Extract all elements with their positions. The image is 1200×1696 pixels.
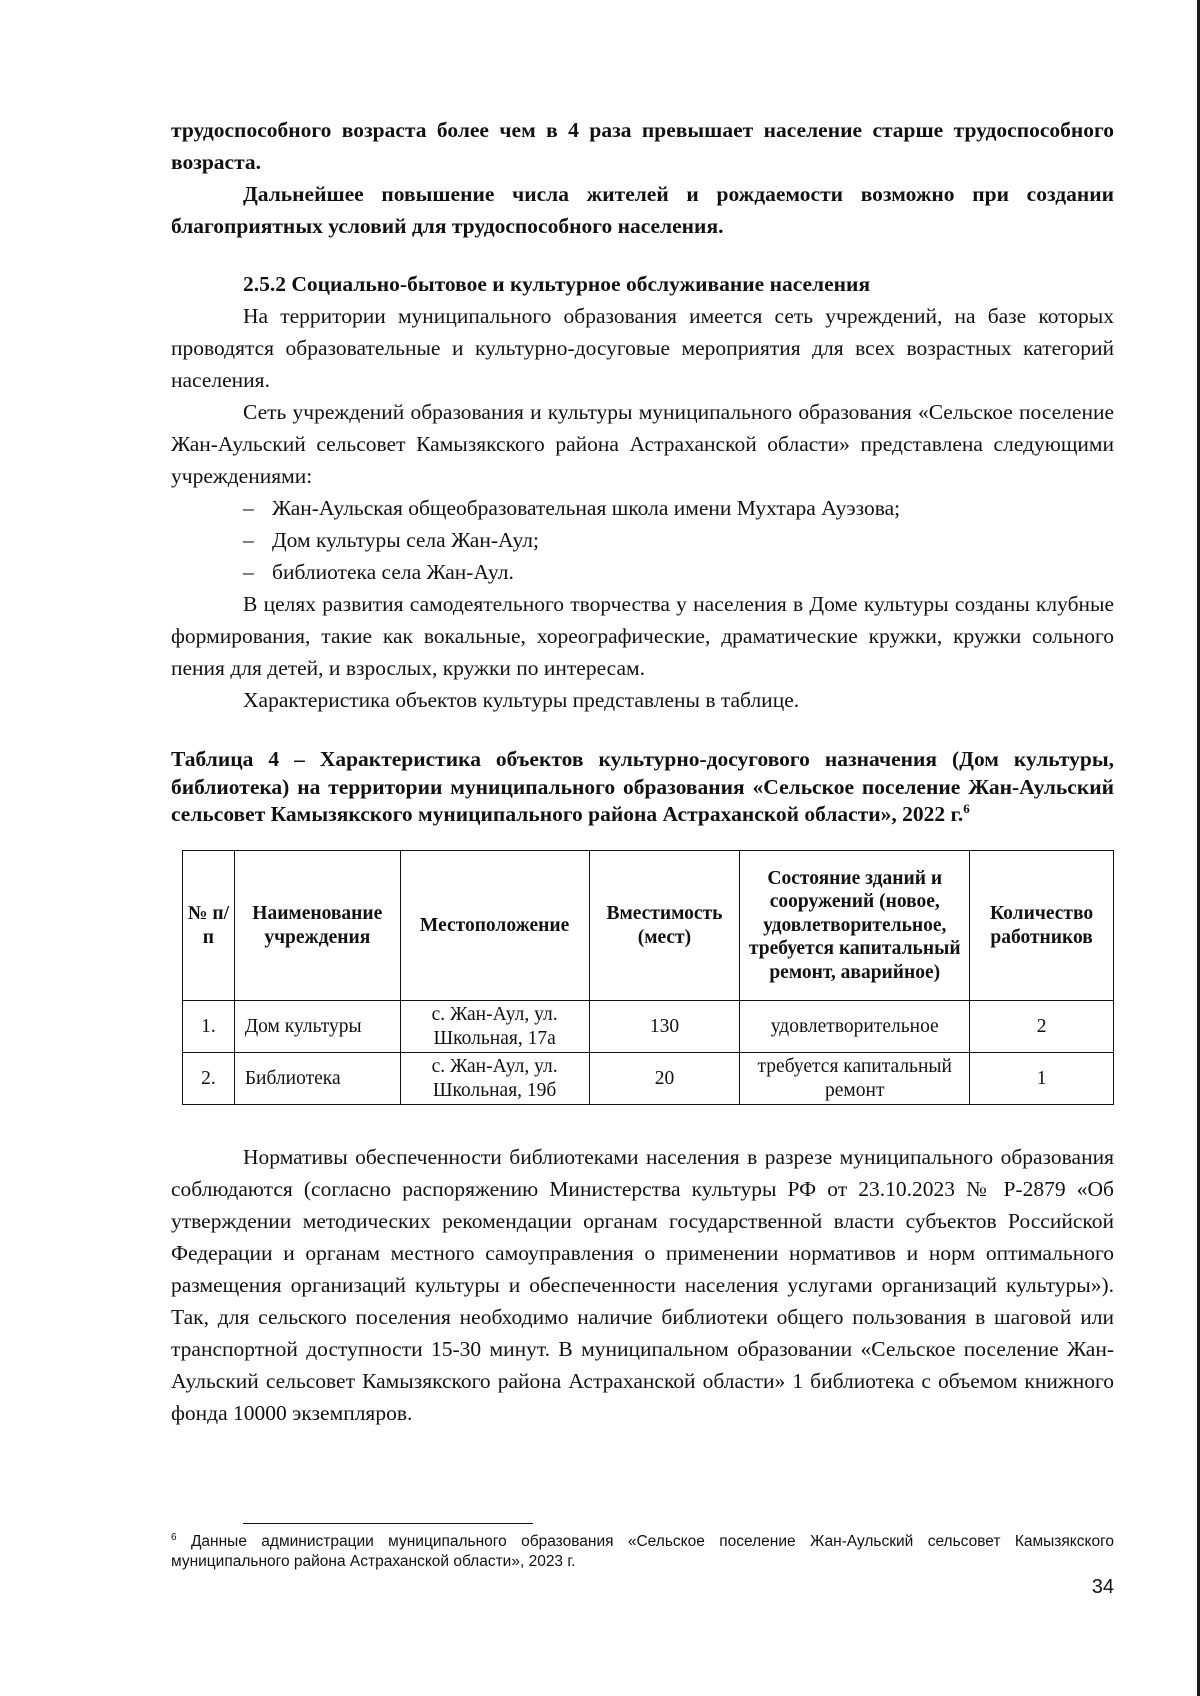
cell-name: Дом культуры	[234, 1001, 400, 1053]
list-dash: –	[243, 528, 254, 552]
list-dash: –	[243, 496, 254, 520]
paragraph-1: трудоспособного возраста более чем в 4 раза превышает население старше трудоспособного возраста.	[171, 118, 1114, 174]
cell-staff: 2	[970, 1001, 1114, 1053]
cell-condition: требуется капитальный ремонт	[740, 1053, 970, 1105]
cell-capacity: 20	[589, 1053, 740, 1105]
section-heading: 2.5.2 Социально-бытовое и культурное обслуживание населения	[243, 272, 871, 296]
list-item: – Жан-Аульская общеобразовательная школа имени Мухтара Ауэзова;	[171, 492, 1114, 524]
page-number: 34	[1091, 1576, 1114, 1598]
paragraph-5: В целях развития самодеятельного творчества у населения в Доме культуры созданы клубные формирования, такие как вокальные, хореографические, драматические кружки, кружки сольного пения для детей, и взрослых, кружки по интересам.	[171, 592, 1114, 680]
cell-number: 1.	[183, 1001, 235, 1053]
cell-capacity: 130	[589, 1001, 740, 1053]
footnote-number: 6	[171, 1531, 177, 1543]
page-content	[171, 114, 1114, 1429]
list-item: – Дом культуры села Жан-Аул;	[171, 524, 1114, 556]
header-staff: Количество работников	[970, 851, 1114, 1001]
paragraph-3: На территории муниципального образования имеется сеть учреждений, на базе которых проводятся образовательные и культурно-досуговые мероприятия для всех возрастных категорий населения.	[171, 304, 1114, 392]
footnote-separator	[243, 1523, 533, 1524]
cell-condition: удовлетворительное	[740, 1001, 970, 1053]
header-location: Местоположение	[400, 851, 589, 1001]
paragraph-6: Характеристика объектов культуры представлены в таблице.	[243, 688, 800, 712]
cell-staff: 1	[970, 1053, 1114, 1105]
header-condition: Состояние зданий и сооружений (новое, удовлетворительное, требуется капитальный ремонт, аварийное)	[740, 851, 970, 1001]
footnote-text: Данные администрации муниципального образования «Сельское поселение Жан-Аульский сельсовет Камызякского муниципального района Астраханской области», 2023 г.	[171, 1533, 1115, 1570]
footnote	[171, 1532, 1114, 1572]
culture-objects-table	[182, 850, 1114, 1105]
paragraph-4: Сеть учреждений образования и культуры муниципального образования «Сельское поселение Жан-Аульский сельсовет Камызякского района Астраханской области» представлена следующими учреждениями:	[171, 400, 1114, 488]
cell-location: с. Жан-Аул, ул. Школьная, 19б	[400, 1053, 589, 1105]
institution-list	[171, 492, 1114, 588]
header-name: Наименование учреждения	[234, 851, 400, 1001]
table-caption: Таблица 4 – Характеристика объектов культурно-досугового назначения (Дом культуры, библиотека) на территории муниципального образования «Сельское поселение Жан-Аульский сельсовет Камызякского муниципального района Астраханской области», 2022 г.$^6$	[171, 747, 1114, 826]
paragraph-2: Дальнейшее повышение числа жителей и рождаемости возможно при создании благоприятных условий для трудоспособного населения.	[171, 182, 1114, 238]
table-row	[183, 1053, 1114, 1105]
table-row	[183, 1001, 1114, 1053]
header-capacity: Вместимость (мест)	[589, 851, 740, 1001]
cell-name: Библиотека	[234, 1053, 400, 1105]
list-dash: –	[243, 560, 254, 584]
header-number: № п/п	[183, 851, 235, 1001]
footnote-ref: 6	[963, 800, 970, 816]
cell-location: с. Жан-Аул, ул. Школьная, 17а	[400, 1001, 589, 1053]
table-header-row	[183, 851, 1114, 1001]
cell-number: 2.	[183, 1053, 235, 1105]
paragraph-7: Нормативы обеспеченности библиотеками населения в разрезе муниципального образования соблюдаются (согласно распоряжению Министерства культуры РФ от 23.10.2023 № Р-2879 «Об утверждении методических рекомендации органам государственной власти субъектов Российской Федерации и органам местного самоуправления о применении нормативов и норм оптимального размещения организаций культуры и обеспеченности населения услугами организаций культуры»). Так, для сельского поселения необходимо наличие библиотеки общего пользования в шаговой или транспортной доступности 15-30 минут. В муниципальном образовании «Сельское поселение Жан-Аульский сельсовет Камызякского района Астраханской области» 1 библиотека с объемом книжного фонда 10000 экземпляров.	[171, 1145, 1114, 1425]
list-item: – библиотека села Жан-Аул.	[171, 556, 1114, 588]
